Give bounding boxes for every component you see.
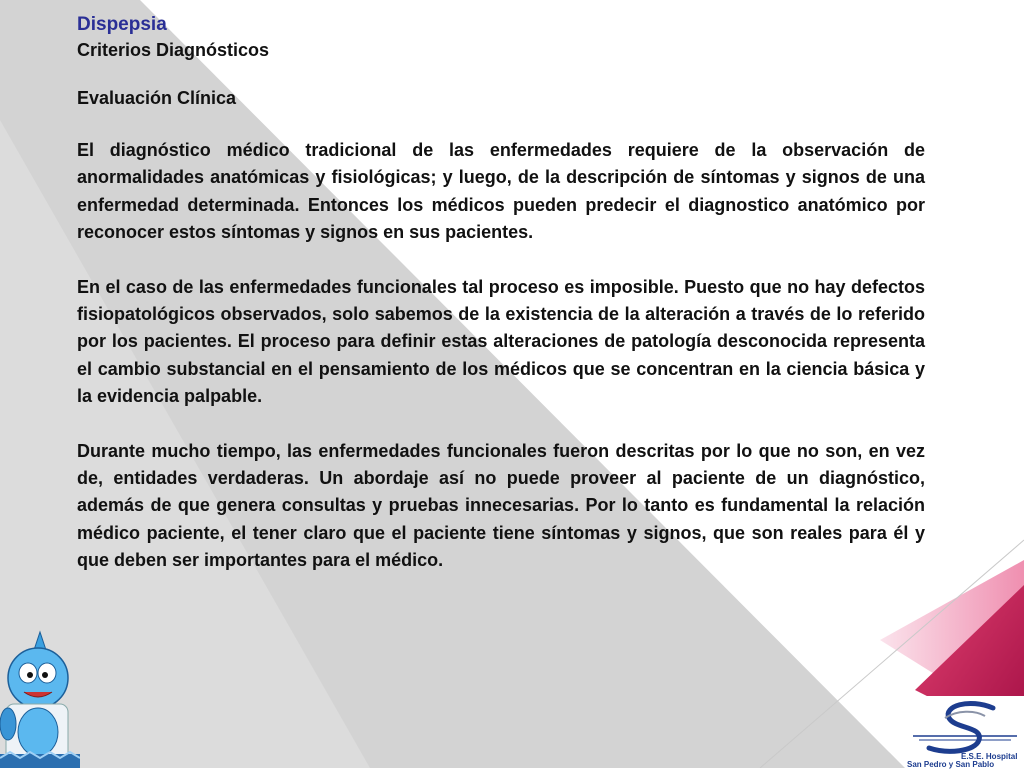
hospital-logo: [905, 696, 1024, 768]
slide-title: Dispepsia: [77, 14, 167, 35]
paragraph-3: Durante mucho tiempo, las enfermedades funcionales fueron descritas por lo que no son, en vez de, entidades verdaderas. Un abordaje así no puede proveer al paciente de un diagnóstico, además de que genera consultas y pruebas innecesarias. Por lo tanto es fundamental la relación médico paciente, el tener claro que el paciente tiene síntomas y signos, que son reales para él y que deben ser importantes para el médico.: [77, 440, 925, 571]
slide-content: [77, 12, 925, 575]
section-heading: Evaluación Clínica: [77, 88, 237, 108]
logo-line-2: San Pedro y San Pablo: [907, 760, 995, 769]
logo-line-1: E.S.E. Hospital: [961, 752, 1018, 761]
mascot-illustration: [0, 628, 80, 768]
paragraph-1: El diagnóstico médico tradicional de las enfermedades requiere de la observación de anormalidades anatómicas y fisiológicas; y luego, de la descripción de síntomas y signos de una enfermedad determinada. Entonces los médicos pueden predecir el diagnostico anatómico por reconocer estos síntomas y signos en sus pacientes.: [77, 140, 925, 243]
slide-subtitle: Criterios Diagnósticos: [77, 40, 270, 60]
paragraph-2: En el caso de las enfermedades funcionales tal proceso es imposible. Puesto que no hay defectos fisiopatológicos observados, solo sabemos de la existencia de la alteración a través de lo referido por los pacientes. El proceso para definir estas alteraciones de patología desconocida representa el cambio substancial en el pensamiento de los médicos que se concentran en la ciencia básica y la evidencia palpable.: [77, 276, 925, 407]
